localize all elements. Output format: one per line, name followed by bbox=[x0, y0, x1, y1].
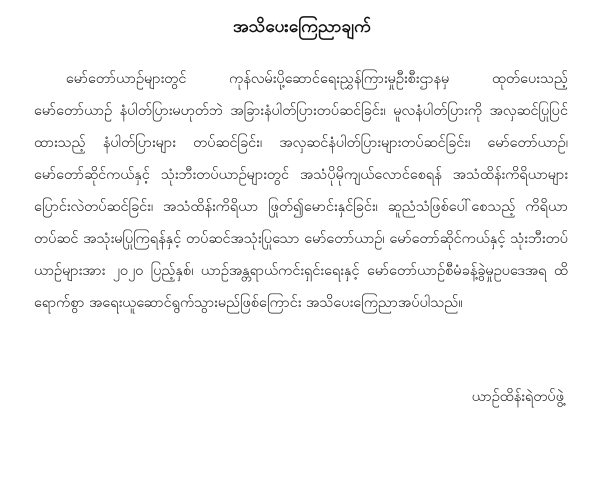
announcement-paragraph: မော်တော်ယာဉ်များတွင် ကုန်လမ်းပို့ဆောင်ရေးညွှန်ကြားမှုဦးစီးဌာနမှ ထုတ်ပေးသည့် မော်တော်ယာဉ် နံပါတ်ပြားမဟုတ်ဘဲ အခြားနံပါတ်ပြားတပ်ဆင်ခြင်း၊ မူလနံပါတ်ပြားကို အလှဆင်ပြုပြင်ထားသည့် နံပါတ်ပြားများ တပ်ဆင်ခြင်း၊ အလှဆင်နံပါတ်ပြားများတပ်ဆင်ခြင်း၊ မော်တော်ယာဉ်၊ မော်တော်ဆိုင်ကယ်နှင့် သုံးဘီးတပ်ယာဉ်များတွင် အသံပိုမိုကျယ်လောင်စေရန် အသံထိန်းကိရိယာများ ပြောင်းလဲတပ်ဆင်ခြင်း၊ အသံထိန်းကိရိယာ ဖြုတ်၍မောင်းနှင်ခြင်း၊ ဆူညံသံဖြစ်ပေါ်စေသည့် ကိရိယာတပ်ဆင် အသုံးမပြုကြရန်နှင့် တပ်ဆင်အသုံးပြုသော မော်တော်ယာဉ်၊ မော်တော်ဆိုင်ကယ်နှင့် သုံးဘီးတပ်ယာဉ်များအား ၂၀၂၀ ပြည့်နှစ်၊ ယာဉ်အန္တရာယ်ကင်းရှင်းရေးနှင့် မော်တော်ယာဉ်စီမံခန့်ခွဲမှုဥပဒေအရ ထိရောက်စွာ အရေးယူဆောင်ရွက်သွားမည်ဖြစ်ကြောင်း အသိပေးကြေညာအပ်ပါသည်။ bbox=[34, 71, 568, 311]
signature-line: ယာဉ်ထိန်းရဲတပ်ဖွဲ့ bbox=[471, 389, 564, 405]
document-title: အသိပေးကြေညာချက် bbox=[232, 17, 372, 37]
